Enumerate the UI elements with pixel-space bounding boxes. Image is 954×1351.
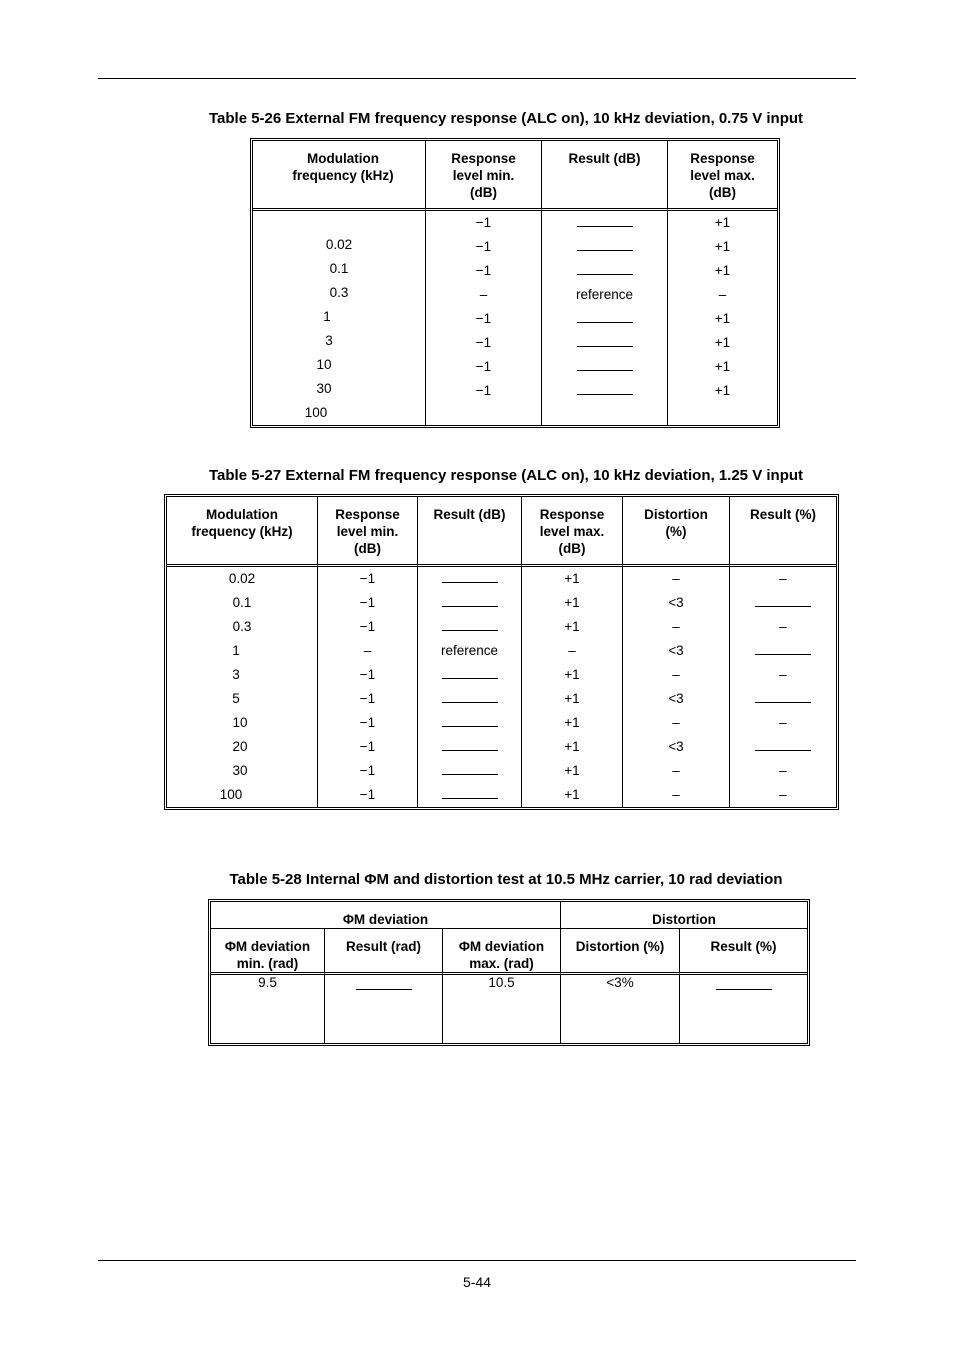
table-27-cell: – bbox=[779, 763, 787, 778]
table-26-header-row bbox=[253, 141, 777, 211]
table-26-cell: +1 bbox=[714, 359, 731, 374]
table-27-cell: <3 bbox=[668, 691, 684, 706]
table-27-cell: 0.02 bbox=[228, 571, 256, 586]
footer-rule bbox=[98, 1260, 856, 1261]
table-27-header-row bbox=[167, 497, 836, 567]
table-27-blank-field[interactable] bbox=[418, 591, 521, 615]
table-27-cell: – bbox=[672, 619, 680, 634]
table-27-cell: +1 bbox=[564, 715, 580, 730]
table-27-blank-field[interactable] bbox=[730, 687, 836, 711]
table-27-header: Response level max. (dB) bbox=[522, 497, 623, 567]
table-27-cell: 30 bbox=[232, 763, 248, 778]
header-rule bbox=[98, 78, 856, 79]
table-27-cell: −1 bbox=[359, 619, 376, 634]
table-27-blank-field[interactable] bbox=[730, 639, 836, 663]
table-27-cell: −1 bbox=[359, 787, 376, 802]
table-26-cell: – bbox=[479, 287, 488, 302]
table-26-header: Modulation frequency (kHz) bbox=[253, 141, 426, 211]
table-27-cell: <3 bbox=[668, 595, 684, 610]
table-27-cell: 3 bbox=[232, 667, 240, 682]
table-28-header-row bbox=[211, 929, 807, 975]
table-26-blank-field[interactable] bbox=[542, 259, 667, 283]
table-27-cell: +1 bbox=[564, 691, 580, 706]
table-27-cell: <3 bbox=[668, 643, 684, 658]
table-26-blank-field[interactable] bbox=[542, 307, 667, 331]
table-28-header: Result (%) bbox=[680, 929, 807, 975]
table-26-max-column bbox=[668, 211, 777, 425]
table-26-cell: −1 bbox=[475, 335, 492, 350]
table-27-cell: reference bbox=[440, 643, 499, 658]
table-26-cell: +1 bbox=[714, 335, 731, 350]
table-26-cell: – bbox=[718, 287, 727, 302]
table-27-cell: +1 bbox=[564, 787, 580, 802]
table-27-cell: – bbox=[568, 643, 576, 658]
table-27-blank-field[interactable] bbox=[730, 735, 836, 759]
table-28-header: Distortion (%) bbox=[561, 929, 680, 975]
table-26-cell: 1 bbox=[323, 309, 331, 324]
table-28-cell: <3% bbox=[561, 975, 680, 1043]
table-26-cell: 100 bbox=[304, 405, 328, 420]
table-28-group-header-row bbox=[211, 902, 807, 929]
table-27-cell: −1 bbox=[359, 595, 376, 610]
table-26-min-column bbox=[426, 211, 542, 425]
table-28-caption: Table 5-28 Internal ΦM and distortion test at 10.5 MHz carrier, 10 rad deviation bbox=[229, 871, 783, 888]
table-27-result-column bbox=[418, 567, 522, 807]
table-27-cell: 100 bbox=[219, 787, 243, 802]
table-27-cell: 20 bbox=[232, 739, 248, 754]
table-26-blank-field[interactable] bbox=[542, 355, 667, 379]
table-27-cell: −1 bbox=[359, 763, 376, 778]
table-27-max-column bbox=[522, 567, 623, 807]
table-27-cell: +1 bbox=[564, 763, 580, 778]
table-26-cell: −1 bbox=[475, 359, 492, 374]
table-26-cell: 10 bbox=[316, 357, 332, 372]
table-27-cell: +1 bbox=[564, 571, 580, 586]
table-26-blank-field[interactable] bbox=[542, 379, 667, 403]
table-27-cell: +1 bbox=[564, 595, 580, 610]
table-27-freq-column bbox=[167, 567, 318, 807]
table-26-cell: +1 bbox=[714, 215, 731, 230]
table-27-cell: – bbox=[779, 787, 787, 802]
table-28-blank-field[interactable] bbox=[680, 975, 807, 1043]
table-26-cell: −1 bbox=[475, 383, 492, 398]
table-27-cell: <3 bbox=[668, 739, 684, 754]
table-26-cell: 3 bbox=[325, 333, 333, 348]
table-26-cell: +1 bbox=[714, 383, 731, 398]
table-27 bbox=[164, 494, 839, 810]
table-28-row bbox=[211, 975, 807, 1043]
table-28-group-header: ΦM deviation bbox=[211, 902, 561, 929]
table-26-result-column bbox=[542, 211, 668, 425]
table-27-blank-field[interactable] bbox=[730, 591, 836, 615]
table-27-blank-field[interactable] bbox=[418, 711, 521, 735]
table-26-cell: +1 bbox=[714, 263, 731, 278]
table-27-header: Result (dB) bbox=[418, 497, 522, 567]
table-26-cell: reference bbox=[575, 287, 634, 302]
table-27-blank-field[interactable] bbox=[418, 663, 521, 687]
table-28-group-header: Distortion bbox=[561, 902, 807, 929]
table-28-header: Result (rad) bbox=[325, 929, 443, 975]
table-27-cell: – bbox=[779, 619, 787, 634]
table-26 bbox=[250, 138, 780, 428]
table-27-min-column bbox=[318, 567, 418, 807]
table-27-caption: Table 5-27 External FM frequency response (ALC on), 10 kHz deviation, 1.25 V input bbox=[208, 467, 804, 484]
table-27-cell: +1 bbox=[564, 619, 580, 634]
table-27-cell: – bbox=[779, 715, 787, 730]
table-26-cell: 0.3 bbox=[329, 285, 349, 300]
table-27-cell: −1 bbox=[359, 715, 376, 730]
table-27-cell: – bbox=[779, 571, 787, 586]
table-27-cell: – bbox=[672, 715, 680, 730]
table-26-cell: 0.02 bbox=[325, 237, 353, 252]
table-28 bbox=[208, 899, 810, 1046]
table-28-header: ΦM deviation min. (rad) bbox=[211, 929, 325, 975]
table-27-header: Modulation frequency (kHz) bbox=[167, 497, 318, 567]
page-number: 5-44 bbox=[462, 1274, 492, 1290]
table-26-cell: 30 bbox=[316, 381, 332, 396]
table-28-blank-field[interactable] bbox=[325, 975, 443, 1043]
table-27-dist-result-column bbox=[730, 567, 836, 807]
table-26-blank-field[interactable] bbox=[542, 211, 667, 235]
table-27-cell: −1 bbox=[359, 667, 376, 682]
table-26-cell: +1 bbox=[714, 239, 731, 254]
table-28-cell: 10.5 bbox=[443, 975, 561, 1043]
table-27-cell: −1 bbox=[359, 739, 376, 754]
table-27-blank-field[interactable] bbox=[418, 783, 521, 807]
table-27-cell: – bbox=[672, 571, 680, 586]
table-27-cell: −1 bbox=[359, 571, 376, 586]
table-28-header: ΦM deviation max. (rad) bbox=[443, 929, 561, 975]
table-27-cell: – bbox=[672, 667, 680, 682]
table-27-cell: 10 bbox=[232, 715, 248, 730]
table-26-freq-column bbox=[253, 211, 426, 425]
table-26-header: Response level max. (dB) bbox=[668, 141, 777, 211]
table-27-header: Distortion (%) bbox=[623, 497, 730, 567]
table-26-cell: −1 bbox=[475, 311, 492, 326]
table-27-body bbox=[167, 567, 836, 807]
table-26-cell: 0.1 bbox=[329, 261, 349, 276]
table-27-cell: −1 bbox=[359, 691, 376, 706]
table-27-blank-field[interactable] bbox=[418, 615, 521, 639]
table-26-caption: Table 5-26 External FM frequency response (ALC on), 10 kHz deviation, 0.75 V input bbox=[208, 110, 804, 127]
table-26-cell: −1 bbox=[475, 215, 492, 230]
table-26-blank-field[interactable] bbox=[542, 331, 667, 355]
table-27-cell: +1 bbox=[564, 667, 580, 682]
table-26-header: Response level min. (dB) bbox=[426, 141, 542, 211]
table-26-cell: −1 bbox=[475, 263, 492, 278]
table-27-cell: +1 bbox=[564, 739, 580, 754]
table-27-cell: – bbox=[779, 667, 787, 682]
table-26-cell: −1 bbox=[475, 239, 492, 254]
table-27-blank-field[interactable] bbox=[418, 735, 521, 759]
table-26-blank-field[interactable] bbox=[542, 235, 667, 259]
table-27-cell: 1 bbox=[232, 643, 240, 658]
table-26-header: Result (dB) bbox=[542, 141, 668, 211]
table-26-cell: +1 bbox=[714, 311, 731, 326]
table-27-cell: – bbox=[672, 787, 680, 802]
table-27-cell: 0.3 bbox=[232, 619, 252, 634]
table-27-blank-field[interactable] bbox=[418, 687, 521, 711]
table-27-cell: 5 bbox=[232, 691, 240, 706]
table-27-cell: – bbox=[672, 763, 680, 778]
table-28-cell: 9.5 bbox=[211, 975, 325, 1043]
table-26-body bbox=[253, 211, 777, 425]
table-27-cell: 0.1 bbox=[232, 595, 252, 610]
table-27-cell: – bbox=[363, 643, 372, 658]
table-27-blank-field[interactable] bbox=[418, 759, 521, 783]
table-27-header: Result (%) bbox=[730, 497, 836, 567]
table-27-blank-field[interactable] bbox=[418, 567, 521, 591]
table-27-distortion-column bbox=[623, 567, 730, 807]
table-27-header: Response level min. (dB) bbox=[318, 497, 418, 567]
